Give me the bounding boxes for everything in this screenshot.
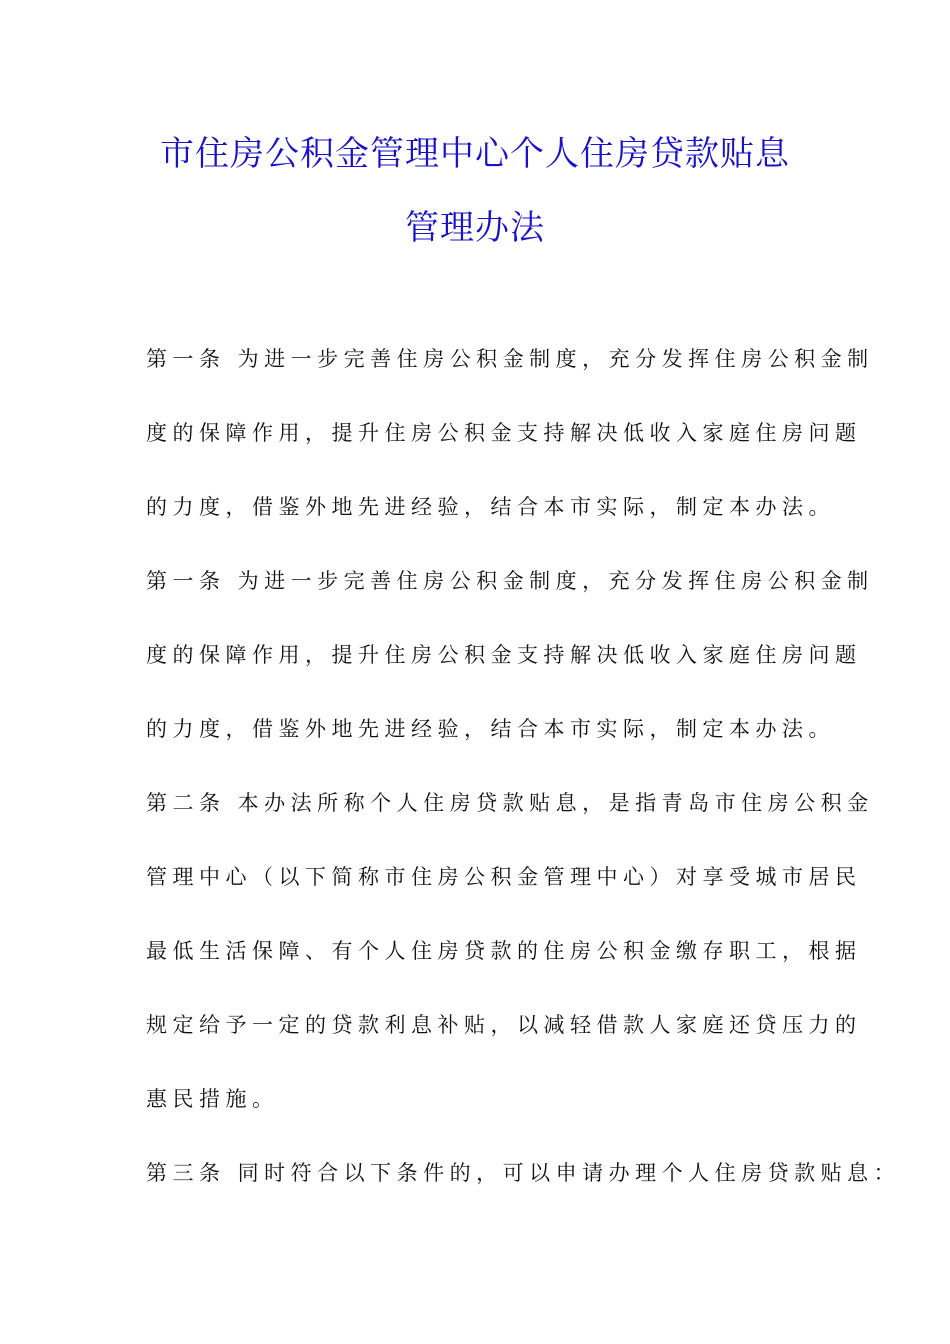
article-1-repeat-line-3: 的力度，借鉴外地先进经验，结合本市实际，制定本办法。 xyxy=(146,717,835,741)
article-2-line-4: 规定给予一定的贷款利息补贴，以减轻借款人家庭还贷压力的 xyxy=(146,1013,862,1037)
document-title-line-2: 管理办法 xyxy=(405,208,545,248)
article-1-line-2: 度的保障作用，提升住房公积金支持解决低收入家庭住房问题 xyxy=(146,421,862,445)
article-1-repeat-line-2: 度的保障作用，提升住房公积金支持解决低收入家庭住房问题 xyxy=(146,643,862,667)
article-1-repeat-line-1: 第一条 为进一步完善住房公积金制度，充分发挥住房公积金制 xyxy=(146,569,874,593)
document-title-line-1: 市住房公积金管理中心个人住房贷款贴息 xyxy=(160,134,790,174)
article-2-line-1: 第二条 本办法所称个人住房贷款贴息，是指青岛市住房公积金 xyxy=(146,791,874,815)
article-3-line-1: 第三条 同时符合以下条件的，可以申请办理个人住房贷款贴息： xyxy=(146,1161,901,1185)
article-2-line-2: 管理中心（以下简称市住房公积金管理中心）对享受城市居民 xyxy=(146,865,862,889)
article-2-line-3: 最低生活保障、有个人住房贷款的住房公积金缴存职工，根据 xyxy=(146,939,862,963)
article-2-line-5: 惠民措施。 xyxy=(146,1087,279,1111)
article-1-line-3: 的力度，借鉴外地先进经验，结合本市实际，制定本办法。 xyxy=(146,495,835,519)
article-1-line-1: 第一条 为进一步完善住房公积金制度，充分发挥住房公积金制 xyxy=(146,347,874,371)
